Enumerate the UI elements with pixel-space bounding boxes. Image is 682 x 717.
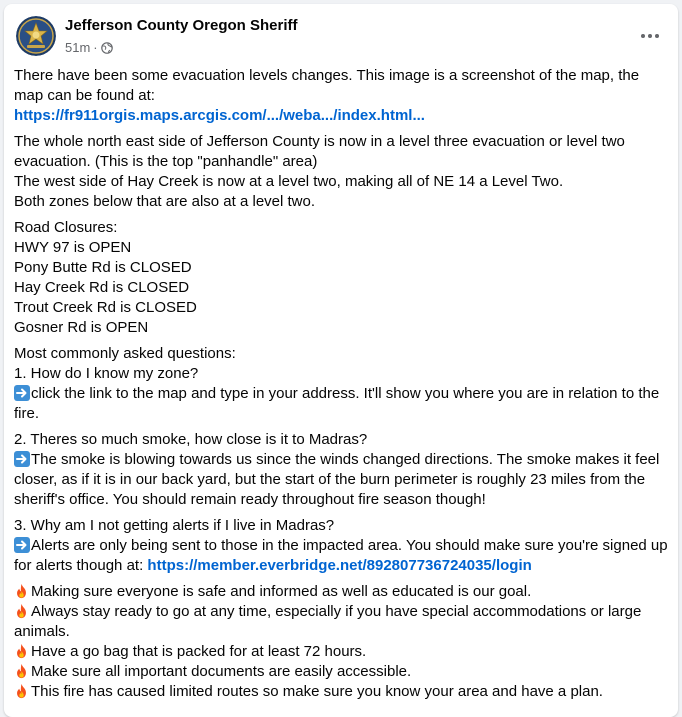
fire-icon [14, 683, 29, 699]
faq-question: 3. Why am I not getting alerts if I live in Madras? [14, 517, 335, 534]
map-link[interactable]: https://fr911orgis.maps.arcgis.com/.../weba.../index.html... [14, 107, 425, 124]
road-status-line: HWY 97 is OPEN [14, 239, 132, 256]
tip-text: Make sure all important documents are easily accessible. [31, 663, 412, 680]
post-card [4, 4, 678, 717]
post-timestamp[interactable]: 51m [65, 40, 91, 55]
tip-line [14, 602, 668, 642]
alerts-signup-link[interactable]: https://member.everbridge.net/892807736724035/login [147, 557, 532, 574]
tip-line [14, 682, 668, 702]
road-status-line: Trout Creek Rd is CLOSED [14, 299, 197, 316]
road-status-line: Hay Creek Rd is CLOSED [14, 279, 190, 296]
globe-icon[interactable] [101, 42, 113, 54]
faq-question: 2. Theres so much smoke, how close is it to Madras? [14, 431, 368, 448]
right-arrow-icon [14, 537, 30, 553]
fire-icon [14, 583, 29, 599]
page-name[interactable]: Jefferson County Oregon Sheriff [65, 17, 298, 34]
zones-paragraph [14, 132, 668, 212]
intro-paragraph [14, 66, 668, 126]
fire-icon [14, 643, 29, 659]
tips-paragraph [14, 582, 668, 702]
sheriff-badge-icon [16, 16, 56, 56]
faq-answer: The smoke is blowing towards us since the winds changed directions. The smoke makes it feel closer, as if it is in our back yard, but the start of the burn perimeter is roughly 23 miles from the sheriff's office. You should remain ready throughout fire season though! [14, 451, 660, 508]
tip-line [14, 642, 668, 662]
post-header [14, 14, 668, 58]
tip-line [14, 662, 668, 682]
tip-text: This fire has caused limited routes so make sure you know your area and have a plan. [31, 683, 603, 700]
zone-line: Both zones below that are also at a level two. [14, 193, 316, 210]
right-arrow-icon [14, 385, 30, 401]
tip-text: Always stay ready to go at any time, especially if you have special accommodations or large animals. [14, 603, 642, 640]
faq-answer: click the link to the map and type in your address. It'll show you where you are in relation to the fire. [14, 385, 660, 422]
faq-q2-paragraph [14, 430, 668, 510]
more-options-button[interactable] [638, 26, 662, 46]
tip-line [14, 582, 668, 602]
fire-icon [14, 603, 29, 619]
tip-text: Making sure everyone is safe and informed as well as educated is our goal. [31, 583, 532, 600]
post-body [14, 66, 668, 708]
road-closures-paragraph [14, 218, 668, 338]
meta-separator: · [93, 40, 98, 55]
faq-title: Most commonly asked questions: [14, 345, 236, 362]
zone-line: The whole north east side of Jefferson County is now in a level three evacuation or level two evacuation. (This is the top "panhandle" area) [14, 133, 625, 170]
fire-icon [14, 663, 29, 679]
road-status-line: Pony Butte Rd is CLOSED [14, 259, 192, 276]
faq-q3-paragraph [14, 516, 668, 576]
road-status-line: Gosner Rd is OPEN [14, 319, 149, 336]
intro-text: There have been some evacuation levels changes. This image is a screenshot of the map, the map can be found at: [14, 67, 640, 104]
post-meta [65, 40, 113, 55]
faq-answer: Alerts are only being sent to those in the impacted area. You should make sure you're signed up for alerts though at: [14, 537, 668, 574]
right-arrow-icon [14, 451, 30, 467]
road-closures-title: Road Closures: [14, 219, 118, 236]
tip-text: Have a go bag that is packed for at least 72 hours. [31, 643, 367, 660]
avatar[interactable] [16, 16, 56, 56]
faq-q1-paragraph [14, 344, 668, 424]
more-horizontal-icon [640, 33, 660, 39]
faq-question: 1. How do I know my zone? [14, 365, 199, 382]
zone-line: The west side of Hay Creek is now at a level two, making all of NE 14 a Level Two. [14, 173, 564, 190]
